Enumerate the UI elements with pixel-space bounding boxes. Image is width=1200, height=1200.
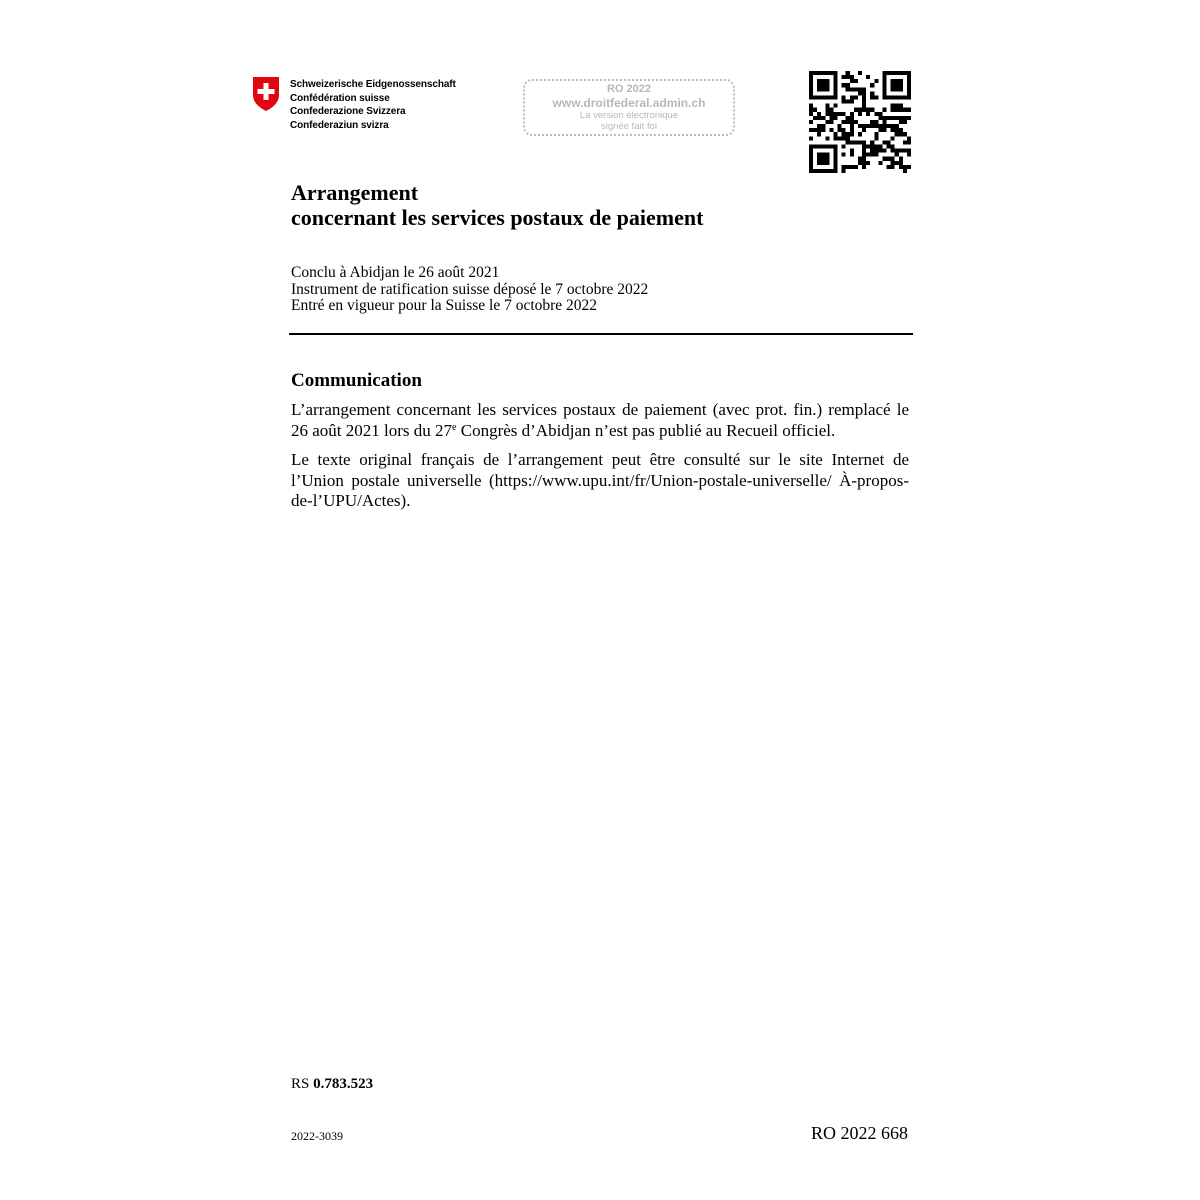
section-heading: Communication: [291, 370, 422, 391]
title-line-1: Arrangement: [291, 180, 419, 205]
confederation-names: [290, 78, 456, 132]
paragraph-1: L’arrangement concernant les services postaux de paiement (avec prot. fin.) remplacé le 26 août 2021 lors du 27e Congrès d’Abidjan n’est pas publié au Recueil officiel.: [291, 400, 909, 440]
ro-reference: RO 2022 668: [810, 1123, 908, 1143]
confederation-name-fr: Confédération suisse: [290, 92, 390, 104]
electronic-signature-stamp: [523, 79, 735, 136]
confederation-name-it: Confederazione Svizzera: [290, 106, 406, 117]
swiss-cross-shield-icon: [251, 76, 281, 112]
ratification-date: Instrument de ratification suisse déposé le 7 octobre 2022: [291, 280, 649, 298]
rs-number: RS 0.783.523: [291, 1076, 374, 1092]
stamp-ro: RO 2022: [606, 83, 652, 95]
stamp-website: www.droitfederal.admin.ch: [552, 96, 706, 110]
confederation-name-de: Schweizerische Eidgenossenschaft: [290, 79, 456, 90]
in-force-date: Entré en vigueur pour la Suisse le 7 octobre 2022: [291, 297, 598, 314]
qr-code-icon: [809, 71, 911, 173]
page-title: [291, 180, 703, 230]
title-line-2: concernant les services postaux de paiement: [291, 205, 704, 230]
paragraph-2: Le texte original français de l’arrangement peut être consulté sur le site Internet de l’Union postale universelle (https://www.upu.int/fr/Union-postale-universelle/ À-propos-de-l’UPU/Actes).: [291, 450, 909, 510]
treaty-metadata: [291, 265, 648, 315]
divider: [289, 333, 913, 335]
document-number: 2022-3039: [291, 1129, 343, 1143]
section-body: [291, 400, 909, 521]
confederation-name-rm: Confederaziun svizra: [290, 119, 389, 131]
federal-logo: [251, 76, 456, 132]
stamp-note-1: La version électronique: [579, 110, 679, 121]
concluded-date: Conclu à Abidjan le 26 août 2021: [291, 264, 500, 281]
stamp-note-2: signée fait foi: [601, 121, 657, 132]
